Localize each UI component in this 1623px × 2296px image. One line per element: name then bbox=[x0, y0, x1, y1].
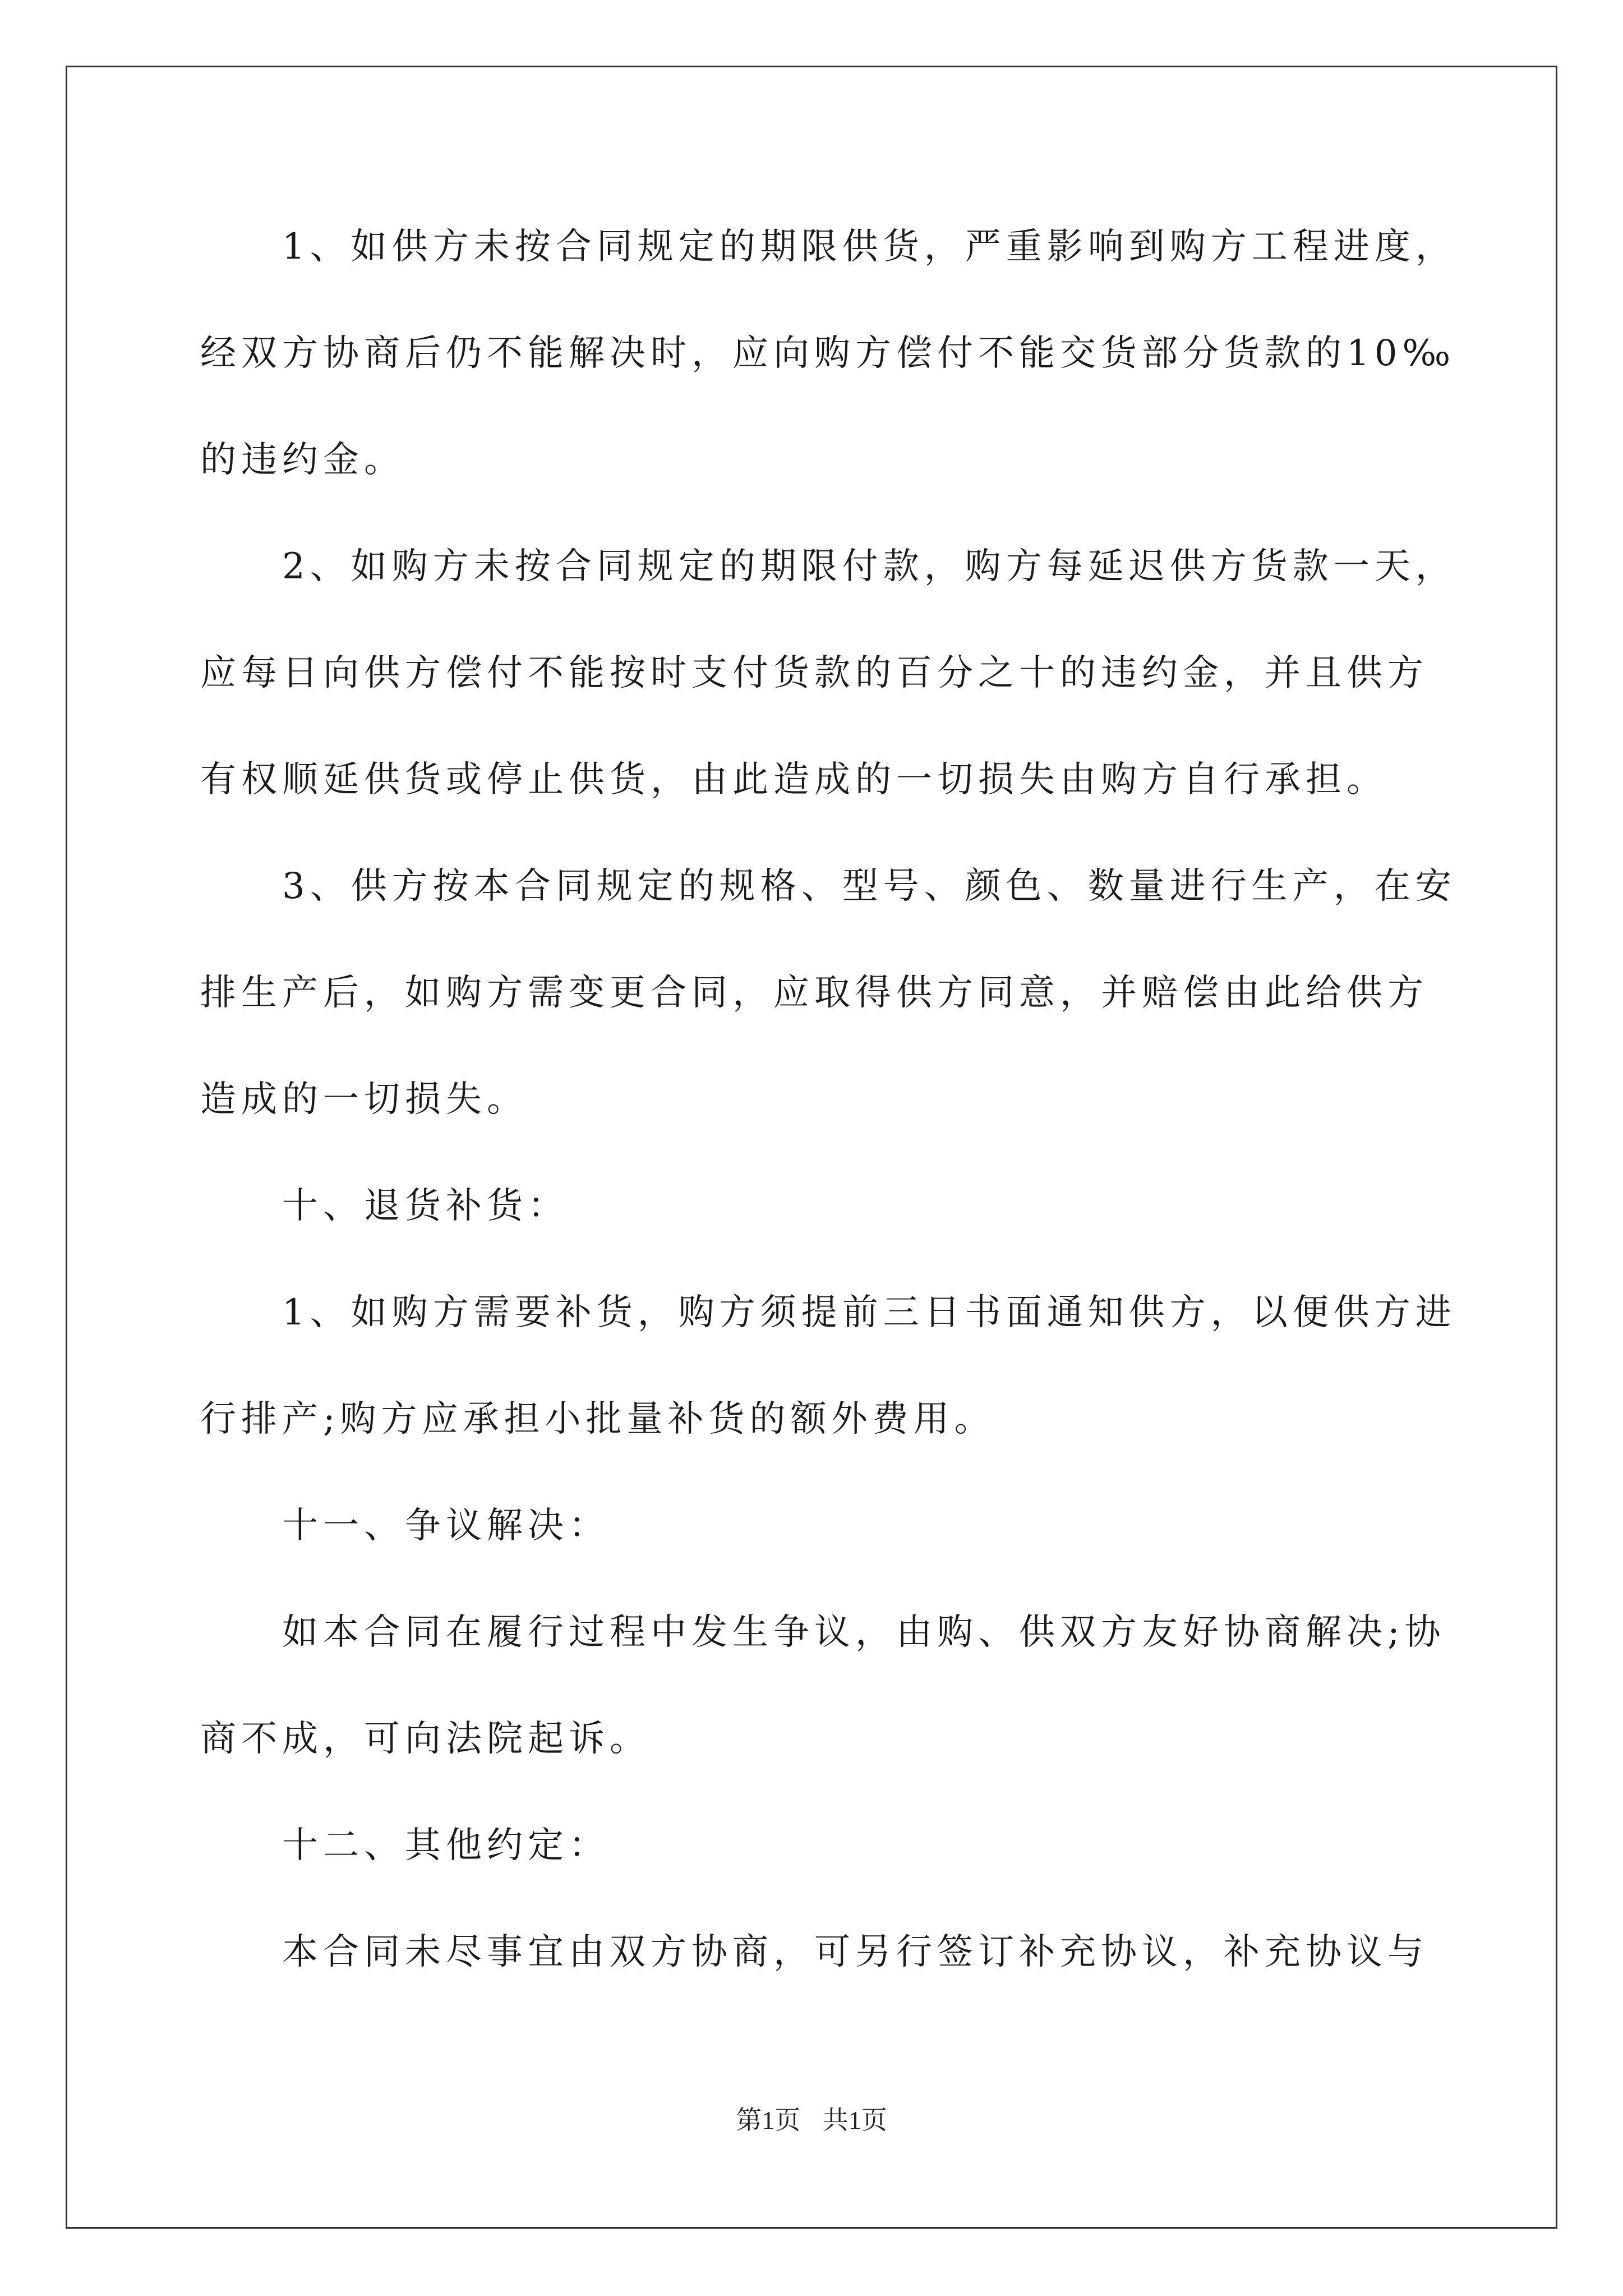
text-line: 本合同未尽事宜由双方协商，可另行签订补充协议，补充协议与 bbox=[282, 1931, 1428, 1973]
text-line: 排生产后，如购方需变更合同，应取得供方同意，并赔偿由此给供方 bbox=[200, 972, 1428, 1014]
text-line: 造成的一切损失。 bbox=[200, 1079, 528, 1120]
text-line: 1、如供方未按合同规定的期限供货，严重影响到购方工程进度， bbox=[282, 226, 1456, 268]
page-number-current: 第1页 bbox=[736, 2106, 801, 2134]
page-border bbox=[66, 66, 1557, 2229]
page-number-total: 共1页 bbox=[822, 2106, 887, 2134]
text-line: 商不成，可向法院起诉。 bbox=[200, 1718, 651, 1760]
text-line: 1、如购方需要补货，购方须提前三日书面通知供方，以便供方进 bbox=[282, 1292, 1456, 1333]
text-line: 2、如购方未按合同规定的期限付款，购方每延迟供方货款一天， bbox=[282, 546, 1456, 587]
text-line: 行排产;购方应承担小批量补货的额外费用。 bbox=[200, 1398, 995, 1440]
text-line: 经双方协商后仍不能解决时，应向购方偿付不能交货部分货款的10‰ bbox=[200, 333, 1456, 374]
text-line: 有权顺延供货或停止供货，由此造成的一切损失由购方自行承担。 bbox=[200, 759, 1387, 800]
section-heading: 十、退货补货： bbox=[282, 1185, 569, 1227]
text-line: 3、供方按本合同规定的规格、型号、颜色、数量进行生产，在安 bbox=[282, 866, 1456, 907]
page-footer bbox=[0, 2105, 1623, 2136]
text-line: 的违约金。 bbox=[200, 439, 405, 481]
text-line: 如本合同在履行过程中发生争议，由购、供双方友好协商解决;协 bbox=[282, 1612, 1446, 1653]
section-heading: 十二、其他约定： bbox=[282, 1825, 610, 1866]
text-line: 应每日向供方偿付不能按时支付货款的百分之十的违约金，并且供方 bbox=[200, 652, 1428, 694]
section-heading: 十一、争议解决： bbox=[282, 1505, 610, 1547]
